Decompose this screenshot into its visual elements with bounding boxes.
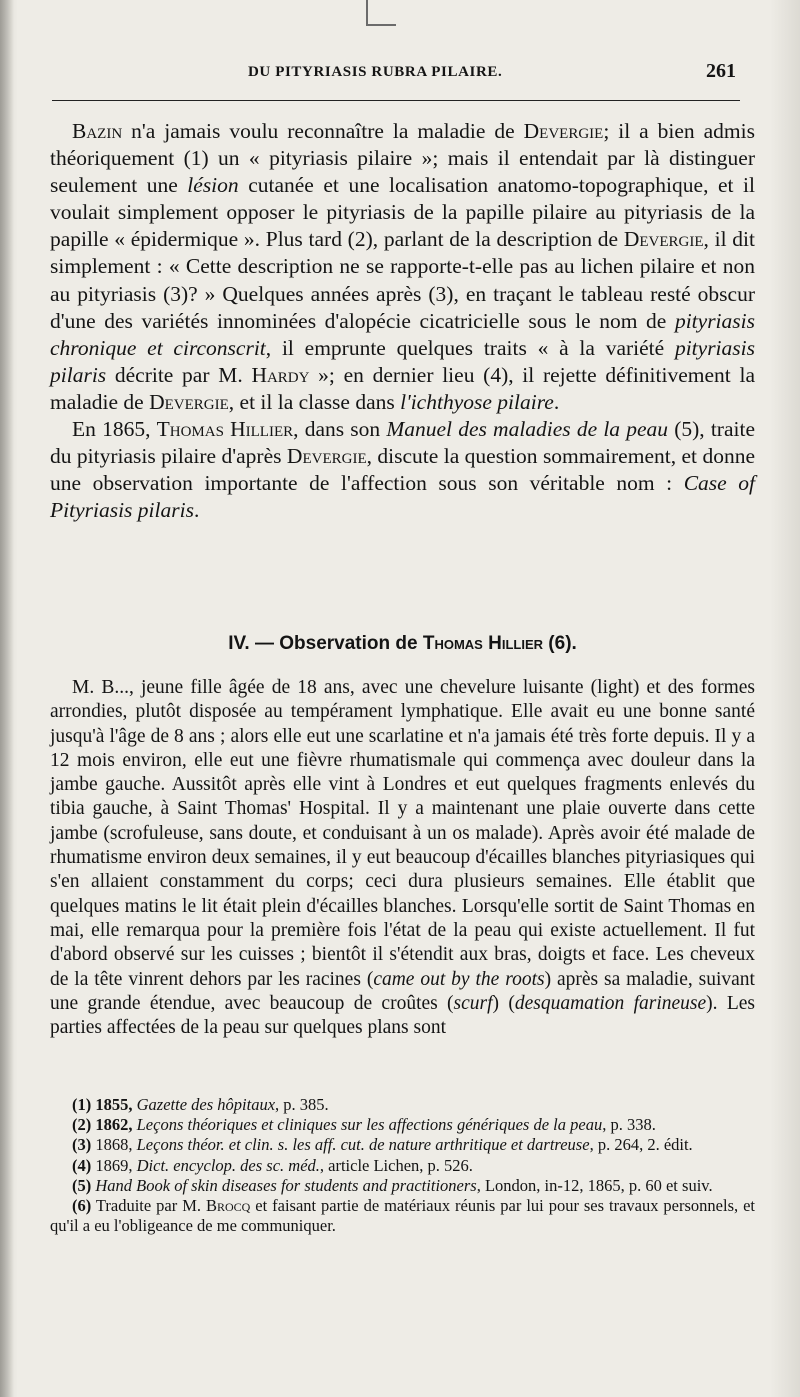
paragraph-hillier — [50, 416, 755, 524]
text-span: , discute la question sommairement, et donne une observation importante de l'affection sous son véritable nom : — [50, 444, 755, 496]
text-span: ). Les parties affectées de la peau sur quelques plans sont — [50, 992, 755, 1039]
footnote-text: , p. 264, 2. édit. — [589, 1135, 693, 1155]
heading-text: (6). — [543, 633, 577, 654]
footnote-text: , p. 385. — [275, 1095, 329, 1114]
text-span: ) après sa maladie, suivant une grande étendue, avec beaucoup de croûtes ( — [50, 968, 755, 1014]
footnote-marker: (6) — [72, 1196, 92, 1216]
heading-author: Thomas Hillier — [422, 633, 544, 654]
text-span: , il emprunte quelques traits « à la variété — [265, 335, 675, 360]
text-span: . — [553, 389, 560, 414]
text-span: . — [193, 498, 200, 523]
footnote-2 — [50, 1115, 755, 1135]
footnote-marker: (4) — [72, 1155, 92, 1175]
italic-term: pityriasis chronique et circonscrit — [50, 308, 755, 360]
text-span: »; en dernier lieu (4), il rejette définitivement la maladie de — [50, 362, 755, 414]
footnote-marker: (3) — [72, 1135, 92, 1155]
text-span: , il dit simplement : « Cette description ne se rapporte-t-elle pas au lichen pilaire et non au pityriasis (3)? » Quelques années après (3), en traçant le tableau resté obscur d'une des variétés innominées d'alopécie cicatricielle sous le nom de — [50, 227, 755, 333]
spine-shadow — [0, 0, 14, 1397]
footnote-text: , London, in-12, 1865, p. 60 et suiv. — [476, 1175, 713, 1195]
italic-term: scurf — [453, 992, 493, 1014]
heading-text: IV. — Observation de — [228, 633, 423, 654]
italic-term: lésion — [187, 173, 239, 198]
paragraph-bazin — [50, 118, 755, 416]
italic-term: came out by the roots — [373, 968, 545, 990]
footnote-text: , article Lichen, p. 526. — [319, 1155, 473, 1175]
observation-text — [50, 676, 755, 1040]
footnote-title: Hand Book of skin diseases for students and practitioners — [95, 1175, 477, 1195]
author-name: Bazin — [72, 119, 123, 143]
footnote-title: Gazette des hôpitaux — [136, 1095, 276, 1114]
book-title: Manuel des maladies de la peau — [386, 417, 669, 442]
footnote-3 — [50, 1135, 755, 1155]
footnote-title: Dict. encyclop. des sc. méd. — [136, 1155, 320, 1175]
text-span: ) ( — [492, 992, 515, 1014]
text-span: (5), traite du pityriasis pilaire d'après — [50, 417, 756, 469]
author-name: Hardy — [251, 362, 310, 387]
observation-paragraph — [50, 676, 755, 1040]
footnote-text: et faisant partie de matériaux réunis par lui pour ses travaux personnels, et qu'il a eu l'obligeance de me communiquer. — [50, 1196, 755, 1236]
footnote-4 — [50, 1156, 755, 1176]
italic-term: desquamation farineuse — [514, 992, 707, 1014]
text-span: , dans son — [293, 417, 387, 442]
footnote-text: Traduite par M. — [95, 1196, 206, 1216]
text-span: M. B..., jeune fille âgée de 18 ans, avec une chevelure luisante (light) et des formes arrondies, plutôt disposée au tempérament lymphatique. Elle avait eu une bonne santé jusqu'à l'âge de 8 ans ; alors elle eut une scarlatine et n'a jamais été très forte depuis. Il y a 12 mois environ, elle eut une fièvre rhumatismale qui commença avec douleur dans la jambe gauche. Aussitôt après elle vint à Londres et eut quelques fragments enlevés du tibia gauche, à Saint Thomas' Hospital. Il y a maintenant une plaie ouverte dans cette jambe (scrofuleuse, sans doute, et conduisant à un os malade). Après avoir été malade de rhumatisme environ deux semaines, il y eut beaucoup d'écailles blanches pityriasiques qui s'en allaient constamment du corps; ceci dura plusieurs semaines. Elle établit que quelques matins le lit était plein d'écailles blanches. Lorsqu'elle sortit de Saint Thomas en mai, elle remarqua pour la première fois l'état de la peau qui existe actuellement. Il fut d'abord observé sur les cuisses ; bientôt il s'étendit aux bras, doigts et face. Les cheveux de la tête vinrent dehors par les racines ( — [50, 677, 755, 990]
page-fold-mark — [366, 0, 396, 26]
footnote-marker: (5) — [72, 1175, 92, 1195]
text-span: En 1865, — [72, 417, 157, 442]
footnote-1 — [50, 1095, 755, 1115]
footnote-text: , p. 338. — [602, 1115, 656, 1135]
footnotes — [50, 1095, 755, 1236]
header-rule — [52, 100, 740, 101]
text-span: cutanée et une localisation anatomo-topographique, et il voulait simplement opposer le pityriasis de la papille pilaire au pityriasis de la papille « épidermique ». Plus tard (2), parlant de la description de — [50, 173, 755, 252]
footnote-title: Leçons théoriques et cliniques sur les affections génériques de la peau — [136, 1115, 603, 1135]
text-span: , et il la classe dans — [228, 389, 401, 414]
footnote-5 — [50, 1176, 755, 1196]
footnote-year: 1869, — [95, 1155, 133, 1175]
footnote-title: Leçons théor. et clin. s. les aff. cut. de nature arthritique et dartreuse — [136, 1135, 590, 1155]
page-number: 261 — [706, 60, 736, 82]
italic-term: l'ichthyose pilaire — [400, 389, 554, 414]
author-name: Devergie — [149, 389, 229, 414]
italic-term: pityriasis pilaris — [50, 335, 755, 387]
footnote-marker: (2) — [72, 1115, 92, 1135]
footnote-year: 1855, — [95, 1095, 133, 1114]
footnote-year: 1868, — [95, 1135, 133, 1155]
footnote-year: 1862, — [95, 1115, 133, 1135]
case-title: Case of Pityriasis pilaris — [50, 471, 755, 523]
footnote-6 — [50, 1196, 755, 1236]
text-span: décrite par M. — [106, 362, 252, 387]
main-text — [50, 118, 755, 524]
author-name: Thomas Hillier — [156, 417, 294, 442]
text-span: n'a jamais voulu reconnaître la maladie de — [122, 119, 524, 143]
section-heading — [50, 633, 755, 655]
footnote-marker: (1) — [72, 1095, 92, 1114]
footnote-author: Brocq — [205, 1196, 251, 1216]
author-name: Devergie — [286, 444, 367, 469]
author-name: Devergie — [523, 119, 604, 143]
text-span: ; il a bien admis théoriquement (1) un « pityriasis pilaire »; mais il entendait par là distinguer seulement une — [50, 119, 755, 198]
running-title: DU PITYRIASIS RUBRA PILAIRE. — [248, 64, 503, 80]
author-name: Devergie — [623, 227, 704, 252]
